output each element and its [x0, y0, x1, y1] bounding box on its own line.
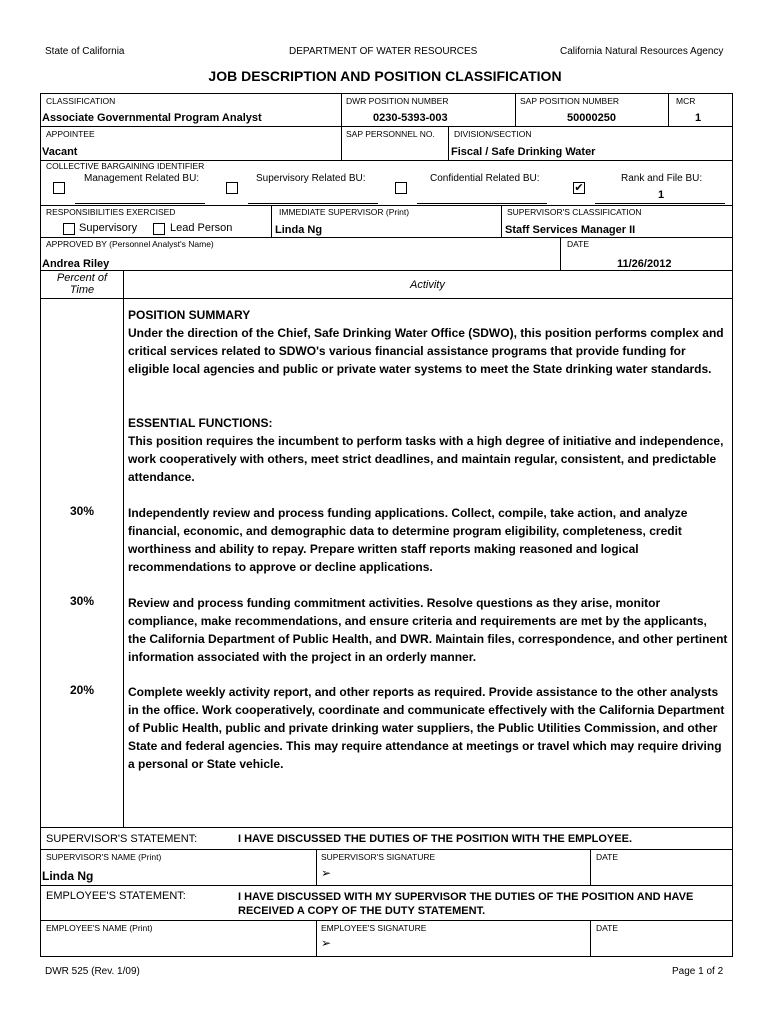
item-2-percent: 30% [69, 594, 95, 608]
sap-position-label: SAP POSITION NUMBER [520, 96, 620, 106]
supervisor-name-label: SUPERVISOR'S NAME (Print) [46, 852, 162, 862]
appointee-value: Vacant [42, 146, 78, 158]
supervisor-section-bottom [40, 885, 733, 886]
dwr-position-value: 0230-5393-003 [373, 112, 448, 124]
bargaining-label: COLLECTIVE BARGAINING IDENTIFIER [46, 161, 205, 171]
supervisor-name-value: Linda Ng [42, 869, 94, 883]
management-bu-line [75, 203, 205, 204]
supervisory-bu-checkbox[interactable] [226, 182, 238, 194]
approved-by-value: Andrea Riley [42, 258, 110, 270]
header-agency: California Natural Resources Agency [560, 46, 724, 57]
row2-divider [448, 126, 449, 160]
employee-divider-2 [590, 920, 591, 957]
mcr-label: MCR [676, 96, 696, 106]
row1-bottom [40, 126, 733, 127]
row4-divider-2 [501, 205, 502, 237]
mcr-value: 1 [695, 112, 702, 124]
form-id: DWR 525 (Rev. 1/09) [45, 966, 140, 977]
employee-divider-1 [316, 920, 317, 957]
row4-divider-1 [271, 205, 272, 237]
confidential-bu-label: Confidential Related BU: [430, 173, 540, 184]
supervisor-signature-field[interactable]: ➢ [321, 866, 332, 880]
position-summary-text: Under the direction of the Chief, Safe Drinking Water Office (SDWO), this position performs complex and critical services related to SDWO's various financial assistance programs that provide funding for eligible local agencies and public or private water systems to meet the State drinking water standards. [128, 326, 724, 376]
percent-column-divider [123, 270, 124, 827]
supervisory-checkbox[interactable] [63, 223, 75, 235]
employee-signature-field[interactable]: ➢ [321, 936, 332, 950]
activity-header-bottom [40, 298, 733, 299]
percent-of-time-heading [40, 272, 124, 296]
supervisor-statement-label: SUPERVISOR'S STATEMENT: [46, 833, 198, 845]
immediate-supervisor-label: IMMEDIATE SUPERVISOR (Print) [279, 207, 410, 217]
employee-date-label: DATE [596, 923, 619, 933]
appointee-label: APPOINTEE [46, 129, 95, 139]
supervisor-classification-value: Staff Services Manager II [505, 224, 636, 236]
percent-heading-line1: Percent of [56, 272, 108, 284]
immediate-supervisor-value: Linda Ng [275, 224, 323, 236]
rank-file-bu-checkbox[interactable]: ✔ [574, 182, 584, 194]
employee-statement-bottom [40, 920, 733, 921]
supervisor-divider-1 [316, 849, 317, 885]
item-1-percent: 30% [69, 504, 95, 518]
approval-date-label: DATE [567, 239, 590, 249]
rank-file-bu-label: Rank and File BU: [621, 173, 703, 184]
content-bottom [40, 827, 733, 828]
lead-person-option-label: Lead Person [170, 222, 233, 234]
responsibilities-label: RESPONSIBILITIES EXERCISED [46, 207, 176, 217]
classification-value: Associate Governmental Program Analyst [42, 112, 262, 124]
header-state: State of California [45, 46, 125, 57]
confidential-bu-checkbox[interactable] [395, 182, 407, 194]
dwr-position-label: DWR POSITION NUMBER [346, 96, 449, 106]
essential-functions-heading: ESSENTIAL FUNCTIONS: [128, 416, 273, 430]
supervisor-divider-2 [590, 849, 591, 885]
row5-bottom [40, 270, 733, 271]
employee-signature-label: EMPLOYEE'S SIGNATURE [321, 923, 427, 933]
employee-statement-text: I HAVE DISCUSSED WITH MY SUPERVISOR THE DUTIES OF THE POSITION AND HAVE RECEIVED A COPY OF THE DUTY STATEMENT. [238, 891, 694, 917]
item-1-text: Independently review and process funding applications. Collect, compile, take action, and analyze financial, economic, and demographic data to determine program eligibility, completeness, credit worthiness and ability to repay. Prepare written staff reports making reasoned and logical recommendations to approve or decline applications. [128, 506, 688, 574]
page-number: Page 1 of 2 [672, 966, 724, 977]
percent-heading-line2: Time [69, 284, 95, 296]
sap-position-value: 50000250 [567, 112, 616, 124]
rank-file-bu-value: 1 [658, 189, 665, 201]
row3-bottom [40, 205, 733, 206]
division-label: DIVISION/SECTION [454, 129, 532, 139]
position-summary-block [128, 306, 728, 378]
management-bu-checkbox[interactable] [53, 182, 65, 194]
confidential-bu-line [417, 203, 547, 204]
activity-heading: Activity [410, 279, 445, 291]
row5-divider [560, 237, 561, 270]
header-department: DEPARTMENT OF WATER RESOURCES [289, 46, 478, 57]
rank-file-bu-line [595, 203, 725, 204]
essential-functions-block [128, 414, 728, 486]
classification-label: CLASSIFICATION [46, 96, 116, 106]
page-title: JOB DESCRIPTION AND POSITION CLASSIFICATION [208, 68, 562, 84]
item-3-percent: 20% [69, 683, 95, 697]
essential-functions-text: This position requires the incumbent to perform tasks with a high degree of initiative and independence, work cooperatively with others, meet strict deadlines, and maintain regular, consistent, and predictable attendance. [128, 434, 724, 484]
supervisory-bu-line [248, 203, 378, 204]
supervisor-statement-text: I HAVE DISCUSSED THE DUTIES OF THE POSITION WITH THE EMPLOYEE. [238, 833, 632, 845]
approved-by-label: APPROVED BY (Personnel Analyst's Name) [46, 239, 214, 249]
employee-statement-label: EMPLOYEE'S STATEMENT: [46, 890, 186, 902]
supervisory-bu-label: Supervisory Related BU: [256, 173, 366, 184]
supervisor-classification-label: SUPERVISOR'S CLASSIFICATION [507, 207, 642, 217]
supervisory-option-label: Supervisory [79, 222, 138, 234]
approval-date-value: 11/26/2012 [617, 258, 672, 270]
row1-divider-2 [515, 93, 516, 126]
supervisor-date-label: DATE [596, 852, 619, 862]
management-bu-label: Management Related BU: [84, 173, 200, 184]
supervisor-statement-bottom [40, 849, 733, 850]
division-value: Fiscal / Safe Drinking Water [451, 146, 596, 158]
row1-divider-3 [668, 93, 669, 126]
item-2-text: Review and process funding commitment activities. Resolve questions as they arise, monitor compliance, make recommendations, and ensure criteria and requirements are met by the applicants, the California Department of Public Health, and DWR. Maintain files, correspondence, and other pertinent information associated with the project in an orderly manner. [128, 596, 728, 664]
employee-name-label: EMPLOYEE'S NAME (Print) [46, 923, 153, 933]
sap-personnel-label: SAP PERSONNEL NO. [346, 129, 435, 139]
item-3-text: Complete weekly activity report, and other reports as required. Provide assistance to the other analysts in the office. Work cooperatively, coordinate and communicate effectively with the California Department of Public Health, public and private drinking water suppliers, the Public Utilities Commission, and other State and federal agencies. This may require attendance at meetings or travel which may require driving a personal or State vehicle. [128, 685, 725, 771]
row4-bottom [40, 237, 733, 238]
lead-person-checkbox[interactable] [153, 223, 165, 235]
position-summary-heading: POSITION SUMMARY [128, 308, 251, 322]
supervisor-signature-label: SUPERVISOR'S SIGNATURE [321, 852, 436, 862]
